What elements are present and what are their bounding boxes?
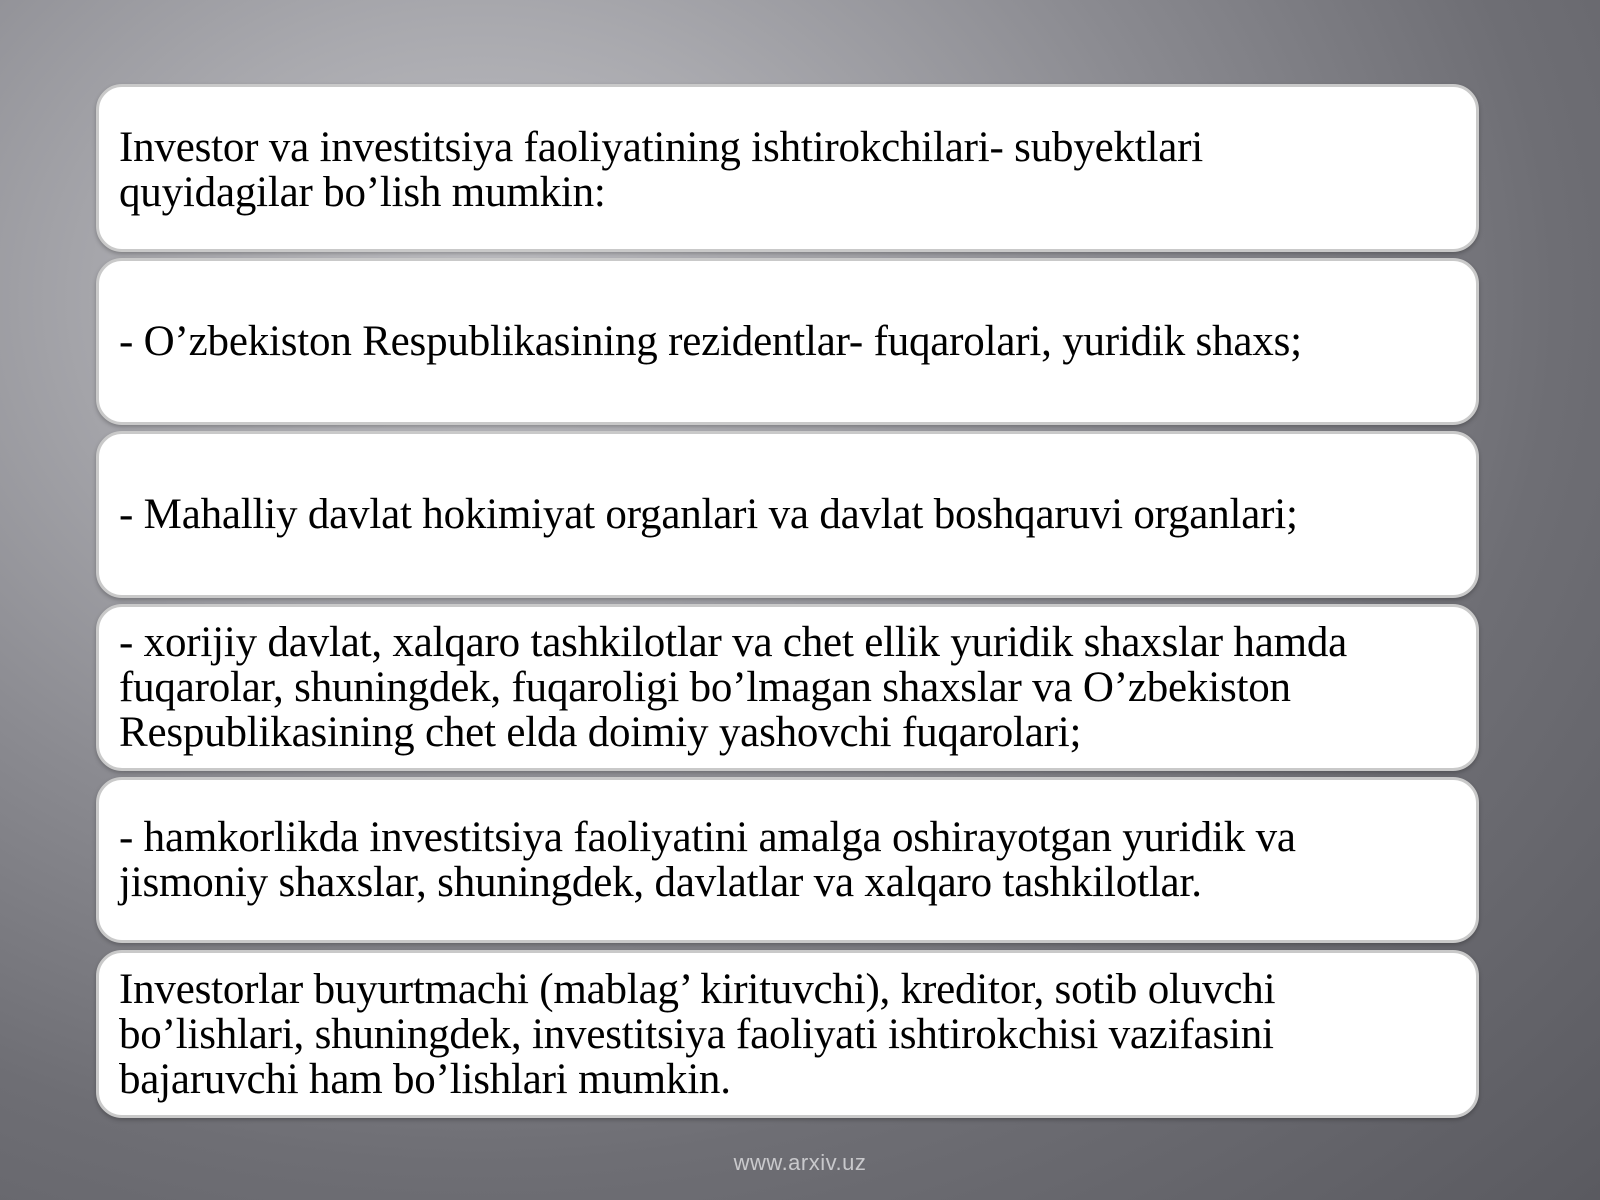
watermark-text: www.arxiv.uz <box>733 1150 867 1175</box>
residents-box <box>96 258 1479 425</box>
intro-box <box>96 84 1479 252</box>
intro-text: Investor va investitsiya faoliyatining ishtirokchilari- subyektlari quyidagilar bo’lish mumkin: <box>119 124 1204 216</box>
investor-roles-box <box>96 950 1479 1118</box>
foreign-entities-box <box>96 604 1479 771</box>
foreign-entities-text: - xorijiy davlat, xalqaro tashkilotlar va chet ellik yuridik shaxslar hamda fuqarolar, shuningdek, fuqaroligi bo’lmagan shaxslar va O’zbekiston Respublikasining chet elda doimiy yashovchi fuqarolari; <box>119 619 1348 756</box>
investor-roles-text: Investorlar buyurtmachi (mablag’ kirituvchi), kreditor, sotib oluvchi bo’lishlari, shuningdek, investitsiya faoliyati ishtirokchisi vazifasini bajaruvchi ham bo’lishlari mumkin. <box>119 965 1276 1103</box>
residents-text: - O’zbekiston Respublikasining rezidentlar- fuqarolari, yuridik shaxs; <box>119 318 1302 365</box>
joint-investors-box <box>96 777 1479 943</box>
joint-investors-text: - hamkorlikda investitsiya faoliyatini amalga oshirayotgan yuridik va jismoniy shaxslar, shuningdek, davlatlar va xalqaro tashkilotlar. <box>119 814 1296 906</box>
local-authorities-text: - Mahalliy davlat hokimiyat organlari va davlat boshqaruvi organlari; <box>119 491 1298 538</box>
local-authorities-box <box>96 431 1479 598</box>
